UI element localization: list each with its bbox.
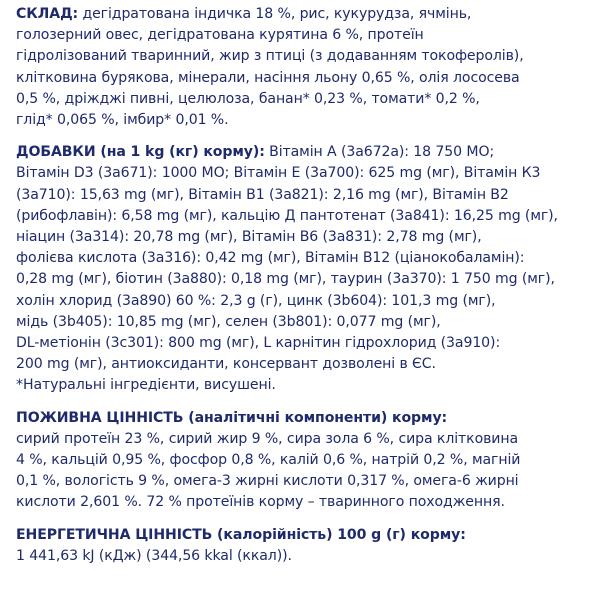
- composition-heading: СКЛАД:: [16, 6, 79, 22]
- additives-text: (рибофлавін): 6,58 mg (мг), кальцію Д пантотенат (3a841): 16,25 mg (мг),: [16, 207, 558, 224]
- energy-section: [16, 525, 588, 567]
- additives-text: DL-метіонін (3c301): 800 mg (мг), L карнітин гідрохлорид (3a910):: [16, 335, 501, 352]
- nutrition-text: 4 %, кальцій 0,95 %, фосфор 0,8 %, калій 0,6 %, натрій 0,2 %, магній: [16, 452, 521, 469]
- nutrition-text: сирий протеїн 23 %, сирий жир 9 %, сира зола 6 %, сира клітковина: [16, 430, 519, 447]
- composition-section: [16, 4, 588, 131]
- nutrition-text: кислоти 2,601 %. 72 % протеїнів корму – тваринного походження.: [16, 494, 505, 511]
- product-label-text: [16, 4, 588, 567]
- nutrition-text: 0,1 %, вологість 9 %, омега-3 жирні кислоти 0,317 %, омега-6 жирні: [16, 473, 519, 490]
- additives-text: Вітамін А (3a672a): 18 750 МО;: [264, 144, 495, 161]
- composition-text: дегідратована індичка 18 %, рис, кукурудза, ячмінь,: [78, 6, 472, 22]
- additives-heading: ДОБАВКИ (на 1 kg (кг) корму):: [16, 144, 265, 161]
- additives-text: 0,28 mg (мг), біотин (3a880): 0,18 mg (мг), таурин (3a370): 1 750 mg (мг),: [16, 271, 555, 288]
- composition-text: клітковина бурякова, мінерали, насіння льону 0,65 %, олія лососева: [16, 69, 520, 86]
- additives-text: холін хлорид (3a890) 60 %: 2,3 g (г), цинк (3b604): 101,3 mg (мг),: [16, 292, 496, 309]
- nutrition-section: [16, 408, 588, 514]
- additives-text: фолієва кислота (3a316): 0,42 mg (мг), Вітамін В12 (ціанокобаламін):: [16, 250, 525, 267]
- energy-heading: ЕНЕРГЕТИЧНА ЦІННІСТЬ (калорійність) 100 g (г) корму:: [16, 526, 466, 543]
- additives-text: Вітамін D3 (3a671): 1000 МО; Вітамін Е (3a700): 625 mg (мг), Вітамін К3: [16, 165, 541, 182]
- composition-text: гідролізований тваринний, жир з птиці (з додаванням токоферолів),: [16, 48, 524, 65]
- nutrition-heading: ПОЖИВНА ЦІННІСТЬ (аналітичні компоненти) корму:: [16, 409, 448, 426]
- composition-text: 0,5 %, дріжджі пивні, целюлоза, банан* 0,23 %, томати* 0,2 %,: [16, 90, 480, 107]
- additives-text: мідь (3b405): 10,85 mg (мг), селен (3b801): 0,077 mg (мг),: [16, 313, 441, 330]
- natural-ingredients-note: *Натуральні інгредієнти, висушені.: [16, 377, 276, 394]
- energy-text: 1 441,63 kJ (кДж) (344,56 kkal (ккал)).: [16, 547, 292, 564]
- composition-text: голозерний овес, дегідратована курятина 6 %, протеїн: [16, 27, 424, 44]
- additives-text: (3a710): 15,63 mg (мг), Вітамін B1 (3a821): 2,16 mg (мг), Вітамін В2: [16, 186, 509, 203]
- additives-section: [16, 142, 588, 396]
- composition-text: глід* 0,065 %, імбир* 0,01 %.: [16, 112, 229, 129]
- additives-line-1: [16, 142, 588, 163]
- additives-text: ніацин (3a314): 20,78 mg (мг), Вітамін В6 (3a831): 2,78 mg (мг),: [16, 229, 482, 246]
- additives-text: 200 mg (мг), антиоксиданти, консервант дозволені в ЄС.: [16, 356, 436, 373]
- composition-line-1: [16, 4, 588, 25]
